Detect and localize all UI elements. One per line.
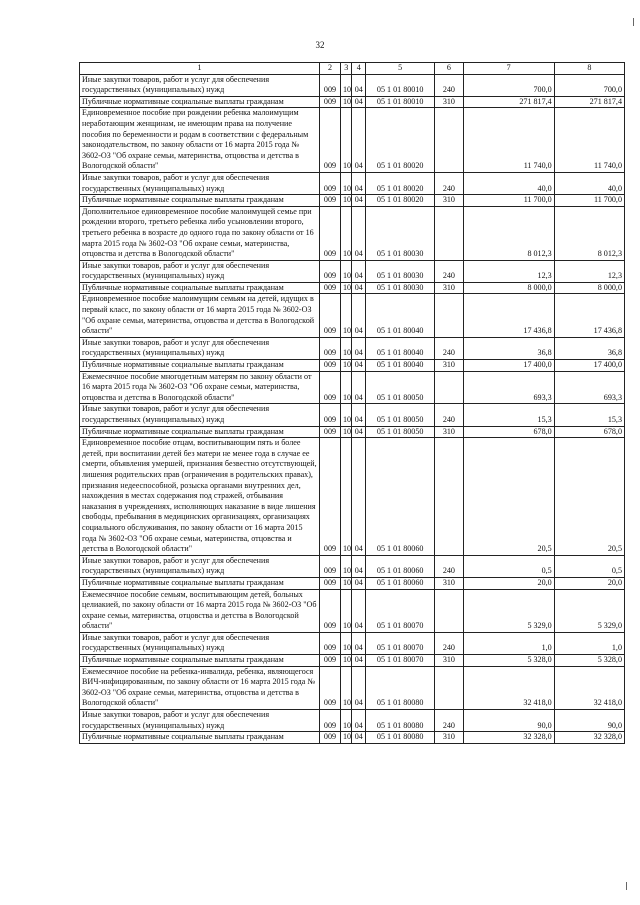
table-cell-amount-approved: 11 700,0 bbox=[554, 195, 624, 207]
table-cell-expense-type bbox=[435, 206, 463, 260]
table-cell-target-article: 05 1 01 80080 bbox=[366, 732, 435, 744]
table-cell-ministry-code: 009 bbox=[320, 426, 341, 438]
table-cell-expense-type: 240 bbox=[435, 404, 463, 426]
table-cell-subsection: 04 bbox=[352, 260, 366, 282]
table-row bbox=[80, 577, 625, 589]
table-cell-subsection: 04 bbox=[352, 96, 366, 108]
table-cell-description: Иные закупки товаров, работ и услуг для обеспечения государственных (муниципальных) нужд bbox=[80, 404, 320, 426]
table-cell-amount-approved: 1,0 bbox=[554, 632, 624, 654]
table-cell-ministry-code: 009 bbox=[320, 206, 341, 260]
table-cell-ministry-code: 009 bbox=[320, 260, 341, 282]
table-cell-expense-type: 240 bbox=[435, 632, 463, 654]
table-row bbox=[80, 294, 625, 337]
table-cell-section: 10 bbox=[340, 206, 352, 260]
table-cell-expense-type: 310 bbox=[435, 426, 463, 438]
table-cell-subsection: 04 bbox=[352, 371, 366, 404]
table-row bbox=[80, 96, 625, 108]
table-cell-amount-plan: 5 329,0 bbox=[463, 589, 554, 632]
table-cell-ministry-code: 009 bbox=[320, 282, 341, 294]
table-cell-expense-type bbox=[435, 294, 463, 337]
table-cell-ministry-code: 009 bbox=[320, 108, 341, 173]
table-cell-amount-approved: 8 012,3 bbox=[554, 206, 624, 260]
table-cell-target-article: 05 1 01 80060 bbox=[366, 577, 435, 589]
table-cell-target-article: 05 1 01 80070 bbox=[366, 589, 435, 632]
column-header: 5 bbox=[366, 63, 435, 75]
table-cell-amount-approved: 17 400,0 bbox=[554, 360, 624, 372]
table-cell-section: 10 bbox=[340, 732, 352, 744]
table-cell-description: Иные закупки товаров, работ и услуг для обеспечения государственных (муниципальных) нужд bbox=[80, 710, 320, 732]
table-cell-ministry-code: 009 bbox=[320, 666, 341, 709]
table-cell-target-article: 05 1 01 80040 bbox=[366, 294, 435, 337]
table-cell-subsection: 04 bbox=[352, 655, 366, 667]
table-row bbox=[80, 172, 625, 194]
table-cell-subsection: 04 bbox=[352, 404, 366, 426]
table-cell-ministry-code: 009 bbox=[320, 438, 341, 556]
table-row bbox=[80, 206, 625, 260]
scan-edge-mark bbox=[633, 18, 634, 26]
table-cell-expense-type bbox=[435, 589, 463, 632]
table-cell-section: 10 bbox=[340, 577, 352, 589]
table-cell-description: Ежемесячное пособие семьям, воспитывающим детей, больных целиакией, по закону области от 16 марта 2015 года № 3602-ОЗ "Об охране семьи, материнства, отцовства и детства в Вологодской области" bbox=[80, 589, 320, 632]
table-cell-target-article: 05 1 01 80010 bbox=[366, 96, 435, 108]
table-cell-target-article: 05 1 01 80020 bbox=[366, 172, 435, 194]
table-cell-amount-approved: 700,0 bbox=[554, 74, 624, 96]
budget-table bbox=[79, 62, 625, 744]
table-cell-section: 10 bbox=[340, 555, 352, 577]
table-cell-ministry-code: 009 bbox=[320, 337, 341, 359]
table-cell-section: 10 bbox=[340, 710, 352, 732]
table-cell-target-article: 05 1 01 80050 bbox=[366, 371, 435, 404]
table-cell-target-article: 05 1 01 80050 bbox=[366, 404, 435, 426]
table-cell-subsection: 04 bbox=[352, 555, 366, 577]
table-cell-subsection: 04 bbox=[352, 589, 366, 632]
table-cell-subsection: 04 bbox=[352, 710, 366, 732]
table-cell-section: 10 bbox=[340, 172, 352, 194]
table-cell-subsection: 04 bbox=[352, 438, 366, 556]
table-cell-amount-plan: 20,0 bbox=[463, 577, 554, 589]
table-cell-amount-plan: 20,5 bbox=[463, 438, 554, 556]
table-cell-amount-approved: 0,5 bbox=[554, 555, 624, 577]
table-cell-target-article: 05 1 01 80070 bbox=[366, 655, 435, 667]
table-cell-description: Публичные нормативные социальные выплаты гражданам bbox=[80, 96, 320, 108]
column-header: 2 bbox=[320, 63, 341, 75]
table-cell-amount-plan: 5 328,0 bbox=[463, 655, 554, 667]
table-cell-amount-approved: 5 329,0 bbox=[554, 589, 624, 632]
table-cell-expense-type: 310 bbox=[435, 195, 463, 207]
table-cell-amount-plan: 8 012,3 bbox=[463, 206, 554, 260]
table-cell-amount-approved: 678,0 bbox=[554, 426, 624, 438]
table-cell-section: 10 bbox=[340, 632, 352, 654]
table-cell-expense-type: 240 bbox=[435, 555, 463, 577]
table-cell-subsection: 04 bbox=[352, 577, 366, 589]
table-cell-ministry-code: 009 bbox=[320, 371, 341, 404]
table-cell-section: 10 bbox=[340, 108, 352, 173]
table-cell-amount-plan: 32 418,0 bbox=[463, 666, 554, 709]
table-cell-amount-approved: 11 740,0 bbox=[554, 108, 624, 173]
table-cell-amount-approved: 693,3 bbox=[554, 371, 624, 404]
table-cell-amount-plan: 36,8 bbox=[463, 337, 554, 359]
column-header: 1 bbox=[80, 63, 320, 75]
table-cell-amount-plan: 17 436,8 bbox=[463, 294, 554, 337]
page-number: 32 bbox=[315, 40, 325, 50]
table-cell-amount-approved: 32 418,0 bbox=[554, 666, 624, 709]
table-cell-amount-plan: 700,0 bbox=[463, 74, 554, 96]
table-cell-expense-type: 240 bbox=[435, 260, 463, 282]
table-cell-section: 10 bbox=[340, 74, 352, 96]
table-cell-amount-plan: 90,0 bbox=[463, 710, 554, 732]
table-cell-subsection: 04 bbox=[352, 172, 366, 194]
table-cell-description: Публичные нормативные социальные выплаты гражданам bbox=[80, 655, 320, 667]
table-cell-amount-approved: 20,5 bbox=[554, 438, 624, 556]
table-cell-section: 10 bbox=[340, 426, 352, 438]
table-cell-amount-plan: 11 700,0 bbox=[463, 195, 554, 207]
table-cell-section: 10 bbox=[340, 294, 352, 337]
table-cell-description: Ежемесячное пособие на ребенка-инвалида, ребенка, являющегося ВИЧ-инфицированным, по закону области от 16 марта 2015 года № 3602-ОЗ "Об охране семьи, материнства, отцовства и детства в Вологодской области" bbox=[80, 666, 320, 709]
table-row bbox=[80, 710, 625, 732]
table-cell-amount-plan: 17 400,0 bbox=[463, 360, 554, 372]
table-cell-description: Публичные нормативные социальные выплаты гражданам bbox=[80, 577, 320, 589]
table-cell-amount-plan: 12,3 bbox=[463, 260, 554, 282]
table-row bbox=[80, 195, 625, 207]
table-cell-expense-type: 310 bbox=[435, 655, 463, 667]
header-row bbox=[80, 63, 625, 75]
table-cell-description: Публичные нормативные социальные выплаты гражданам bbox=[80, 195, 320, 207]
table-cell-description: Публичные нормативные социальные выплаты гражданам bbox=[80, 360, 320, 372]
table-cell-expense-type bbox=[435, 108, 463, 173]
table-cell-description: Иные закупки товаров, работ и услуг для обеспечения государственных (муниципальных) нужд bbox=[80, 632, 320, 654]
table-cell-section: 10 bbox=[340, 655, 352, 667]
table-cell-expense-type: 310 bbox=[435, 577, 463, 589]
table-cell-section: 10 bbox=[340, 438, 352, 556]
table-cell-target-article: 05 1 01 80050 bbox=[366, 426, 435, 438]
table-cell-description: Иные закупки товаров, работ и услуг для обеспечения государственных (муниципальных) нужд bbox=[80, 74, 320, 96]
table-cell-subsection: 04 bbox=[352, 108, 366, 173]
table-cell-section: 10 bbox=[340, 404, 352, 426]
table-row bbox=[80, 360, 625, 372]
table-cell-subsection: 04 bbox=[352, 337, 366, 359]
table-cell-expense-type: 310 bbox=[435, 96, 463, 108]
table-cell-subsection: 04 bbox=[352, 360, 366, 372]
table-row bbox=[80, 589, 625, 632]
table-cell-target-article: 05 1 01 80060 bbox=[366, 438, 435, 556]
table-cell-subsection: 04 bbox=[352, 74, 366, 96]
column-header: 7 bbox=[463, 63, 554, 75]
table-cell-target-article: 05 1 01 80030 bbox=[366, 206, 435, 260]
table-cell-amount-plan: 8 000,0 bbox=[463, 282, 554, 294]
table-cell-ministry-code: 009 bbox=[320, 555, 341, 577]
table-cell-amount-plan: 693,3 bbox=[463, 371, 554, 404]
table-cell-section: 10 bbox=[340, 337, 352, 359]
table-row bbox=[80, 108, 625, 173]
table-cell-description: Дополнительное единовременное пособие малоимущей семье при рождении второго, третьего ребенка либо усыновлении второго, третьего ребенка в возрасте до одного года по закону области от 16 марта 2015 года № 3602-ОЗ "Об охране семьи, материнства, отцовства и детства в Вологодской области" bbox=[80, 206, 320, 260]
table-cell-subsection: 04 bbox=[352, 426, 366, 438]
table-cell-amount-approved: 271 817,4 bbox=[554, 96, 624, 108]
table-cell-target-article: 05 1 01 80040 bbox=[366, 337, 435, 359]
table-cell-section: 10 bbox=[340, 260, 352, 282]
table-cell-subsection: 04 bbox=[352, 732, 366, 744]
table-cell-section: 10 bbox=[340, 195, 352, 207]
scan-edge-mark bbox=[626, 882, 627, 890]
table-cell-target-article: 05 1 01 80030 bbox=[366, 282, 435, 294]
table-cell-ministry-code: 009 bbox=[320, 404, 341, 426]
table-cell-ministry-code: 009 bbox=[320, 172, 341, 194]
table-cell-ministry-code: 009 bbox=[320, 732, 341, 744]
table-cell-target-article: 05 1 01 80010 bbox=[366, 74, 435, 96]
table-cell-ministry-code: 009 bbox=[320, 96, 341, 108]
table-cell-target-article: 05 1 01 80020 bbox=[366, 195, 435, 207]
table-row bbox=[80, 282, 625, 294]
column-header: 4 bbox=[352, 63, 366, 75]
table-cell-description: Ежемесячное пособие многодетным матерям по закону области от 16 марта 2015 года № 3602-ОЗ "Об охране семьи, материнства, отцовства и детства в Вологодской области" bbox=[80, 371, 320, 404]
table-row bbox=[80, 438, 625, 556]
table-cell-section: 10 bbox=[340, 96, 352, 108]
table-cell-amount-plan: 11 740,0 bbox=[463, 108, 554, 173]
table-cell-amount-plan: 40,0 bbox=[463, 172, 554, 194]
column-header: 6 bbox=[435, 63, 463, 75]
table-cell-subsection: 04 bbox=[352, 206, 366, 260]
table-cell-amount-plan: 678,0 bbox=[463, 426, 554, 438]
table-cell-amount-plan: 32 328,0 bbox=[463, 732, 554, 744]
table-cell-section: 10 bbox=[340, 589, 352, 632]
table-cell-ministry-code: 009 bbox=[320, 577, 341, 589]
table-cell-subsection: 04 bbox=[352, 195, 366, 207]
table-cell-expense-type bbox=[435, 438, 463, 556]
table-cell-target-article: 05 1 01 80080 bbox=[366, 666, 435, 709]
table-cell-description: Публичные нормативные социальные выплаты гражданам bbox=[80, 732, 320, 744]
table-cell-target-article: 05 1 01 80060 bbox=[366, 555, 435, 577]
table-cell-amount-plan: 0,5 bbox=[463, 555, 554, 577]
table-cell-target-article: 05 1 01 80070 bbox=[366, 632, 435, 654]
table-cell-amount-approved: 12,3 bbox=[554, 260, 624, 282]
table-cell-target-article: 05 1 01 80040 bbox=[366, 360, 435, 372]
table-cell-subsection: 04 bbox=[352, 282, 366, 294]
table-cell-ministry-code: 009 bbox=[320, 360, 341, 372]
table-row bbox=[80, 555, 625, 577]
table-cell-expense-type: 240 bbox=[435, 172, 463, 194]
table-cell-expense-type: 240 bbox=[435, 337, 463, 359]
table-cell-description: Публичные нормативные социальные выплаты гражданам bbox=[80, 426, 320, 438]
table-cell-description: Единовременное пособие отцам, воспитывающим пять и более детей, при воспитании детей без матери не менее года в случае ее смерти, объявления умершей, признания безвестно отсутствующей, лишения родительских прав (ограничения в родительских правах), признания недееспособной, розыска органами внутренних дел, нахождения в местах содержания под стражей, отбывания наказания в учреждениях, исполняющих наказание в виде лишения свободы, пребывания в медицинских организациях, организациях социального обслуживания, по закону области от 16 марта 2015 года № 3602-ОЗ "Об охране семьи, материнства, отцовства и детства в Вологодской области" bbox=[80, 438, 320, 556]
table-cell-description: Единовременное пособие малоимущим семьям на детей, идущих в первый класс, по закону области от 16 марта 2015 года № 3602-ОЗ "Об охране семьи, материнства, отцовства и детства в Вологодской области" bbox=[80, 294, 320, 337]
table-cell-amount-approved: 40,0 bbox=[554, 172, 624, 194]
table-cell-ministry-code: 009 bbox=[320, 655, 341, 667]
table-cell-expense-type: 310 bbox=[435, 360, 463, 372]
table-row bbox=[80, 404, 625, 426]
table-cell-amount-approved: 5 328,0 bbox=[554, 655, 624, 667]
table-cell-expense-type: 310 bbox=[435, 282, 463, 294]
column-header: 8 bbox=[554, 63, 624, 75]
table-cell-ministry-code: 009 bbox=[320, 195, 341, 207]
table-cell-subsection: 04 bbox=[352, 632, 366, 654]
table-cell-description: Иные закупки товаров, работ и услуг для обеспечения государственных (муниципальных) нужд bbox=[80, 337, 320, 359]
table-cell-description: Единовременное пособие при рождении ребенка малоимущим неработающим женщинам, не имеющим права на получение пособия по беременности и родам в соответствии с федеральным законодательством, по закону области от 16 марта 2015 года № 3602-ОЗ "Об охране семьи, материнства, отцовства и детства в Вологодской области" bbox=[80, 108, 320, 173]
table-cell-section: 10 bbox=[340, 371, 352, 404]
table-row bbox=[80, 732, 625, 744]
table-cell-amount-approved: 17 436,8 bbox=[554, 294, 624, 337]
table-cell-ministry-code: 009 bbox=[320, 710, 341, 732]
table-row bbox=[80, 666, 625, 709]
table-cell-target-article: 05 1 01 80080 bbox=[366, 710, 435, 732]
table-row bbox=[80, 74, 625, 96]
table-cell-section: 10 bbox=[340, 282, 352, 294]
table-row bbox=[80, 337, 625, 359]
table-cell-ministry-code: 009 bbox=[320, 74, 341, 96]
table-cell-expense-type: 240 bbox=[435, 74, 463, 96]
table-row bbox=[80, 655, 625, 667]
column-header: 3 bbox=[340, 63, 352, 75]
table-cell-target-article: 05 1 01 80030 bbox=[366, 260, 435, 282]
table-cell-amount-approved: 36,8 bbox=[554, 337, 624, 359]
table-cell-expense-type: 240 bbox=[435, 710, 463, 732]
table-cell-expense-type: 310 bbox=[435, 732, 463, 744]
table-cell-description: Иные закупки товаров, работ и услуг для обеспечения государственных (муниципальных) нужд bbox=[80, 260, 320, 282]
table-row bbox=[80, 426, 625, 438]
table-cell-description: Публичные нормативные социальные выплаты гражданам bbox=[80, 282, 320, 294]
table-cell-amount-plan: 1,0 bbox=[463, 632, 554, 654]
table-cell-target-article: 05 1 01 80020 bbox=[366, 108, 435, 173]
table-cell-ministry-code: 009 bbox=[320, 589, 341, 632]
table-cell-expense-type bbox=[435, 666, 463, 709]
table-cell-expense-type bbox=[435, 371, 463, 404]
table-cell-section: 10 bbox=[340, 666, 352, 709]
table-row bbox=[80, 371, 625, 404]
table-cell-ministry-code: 009 bbox=[320, 294, 341, 337]
table-cell-amount-approved: 90,0 bbox=[554, 710, 624, 732]
table-cell-amount-plan: 271 817,4 bbox=[463, 96, 554, 108]
table-cell-subsection: 04 bbox=[352, 666, 366, 709]
table-cell-description: Иные закупки товаров, работ и услуг для обеспечения государственных (муниципальных) нужд bbox=[80, 172, 320, 194]
table-cell-amount-approved: 8 000,0 bbox=[554, 282, 624, 294]
table-cell-subsection: 04 bbox=[352, 294, 366, 337]
table-cell-amount-approved: 20,0 bbox=[554, 577, 624, 589]
table-cell-amount-approved: 32 328,0 bbox=[554, 732, 624, 744]
table-cell-description: Иные закупки товаров, работ и услуг для обеспечения государственных (муниципальных) нужд bbox=[80, 555, 320, 577]
table-cell-amount-plan: 15,3 bbox=[463, 404, 554, 426]
table-cell-ministry-code: 009 bbox=[320, 632, 341, 654]
table-cell-section: 10 bbox=[340, 360, 352, 372]
table-row bbox=[80, 260, 625, 282]
table-cell-amount-approved: 15,3 bbox=[554, 404, 624, 426]
table-row bbox=[80, 632, 625, 654]
